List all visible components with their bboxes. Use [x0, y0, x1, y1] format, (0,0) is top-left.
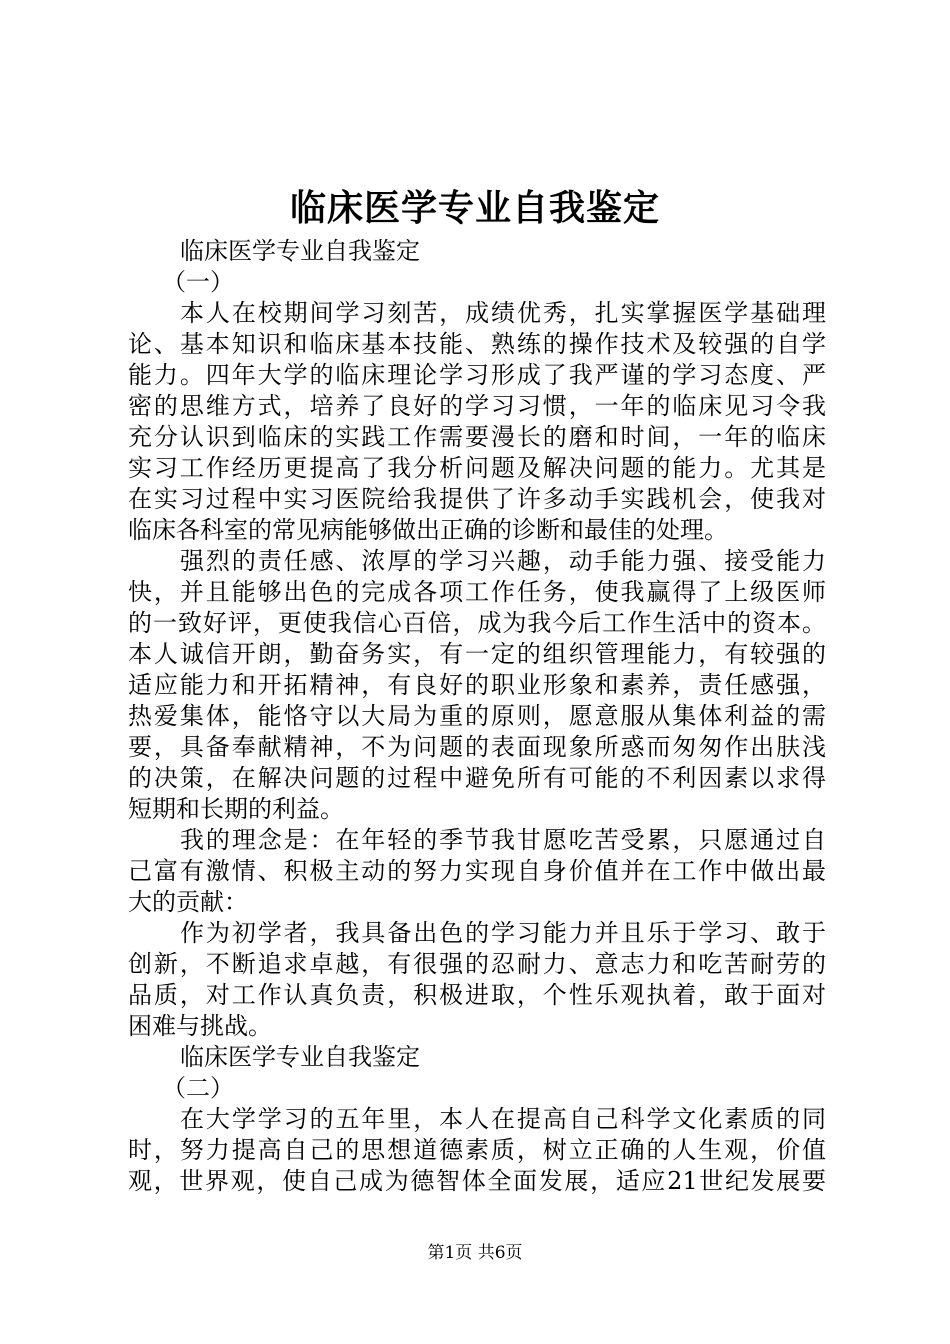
paragraph-line: 能力。四年大学的临床理论学习形成了我严谨的学习态度、严	[128, 361, 826, 389]
paragraph-line: 实习工作经历更提高了我分析问题及解决问题的能力。尤其是	[128, 454, 826, 482]
document-title: 临床医学专业自我鉴定	[289, 187, 660, 229]
paragraph-line: 热爱集体，能恪守以大局为重的原则，愿意服从集体利益的需	[128, 702, 826, 730]
section-number: （二）	[162, 1074, 234, 1102]
paragraph-line: 本人在校期间学习刻苦，成绩优秀，扎实掌握医学基础理	[180, 299, 826, 327]
paragraph-line: 快，并且能够出色的完成各项工作任务，使我赢得了上级医师	[128, 578, 826, 606]
paragraph-line: 本人诚信开朗，勤奋务实，有一定的组织管理能力，有较强的	[128, 640, 826, 668]
paragraph-line: 品质，对工作认真负责，积极进取，个性乐观执着，敢于面对	[128, 981, 826, 1009]
section-heading: 临床医学专业自我鉴定	[180, 1043, 420, 1071]
page-footer: 第1页 共6页	[427, 1243, 523, 1263]
paragraph-line: 充分认识到临床的实践工作需要漫长的磨和时间，一年的临床	[128, 423, 826, 451]
paragraph-line: 密的思维方式，培养了良好的学习习惯，一年的临床见习令我	[128, 392, 826, 420]
document-body	[128, 236, 826, 1197]
section-heading: 临床医学专业自我鉴定	[180, 237, 420, 265]
paragraph-line: 困难与挑战。	[128, 1012, 272, 1040]
paragraph-line: 论、基本知识和临床基本技能、熟练的操作技术及较强的自学	[128, 330, 826, 358]
paragraph-line: 大的贡献：	[128, 888, 248, 916]
paragraph-line: 创新，不断追求卓越，有很强的忍耐力、意志力和吃苦耐劳的	[128, 950, 826, 978]
paragraph-line: 作为初学者，我具备出色的学习能力并且乐于学习、敢于	[180, 919, 826, 947]
paragraph-line: 在实习过程中实习医院给我提供了许多动手实践机会，使我对	[128, 485, 826, 513]
paragraph-line: 时，努力提高自己的思想道德素质，树立正确的人生观，价值	[128, 1136, 826, 1164]
paragraph-line: 临床各科室的常见病能够做出正确的诊断和最佳的处理。	[128, 516, 728, 544]
paragraph-line: 要，具备奉献精神，不为问题的表面现象所惑而匆匆作出肤浅	[128, 733, 826, 761]
paragraph-line: 的一致好评，更使我信心百倍，成为我今后工作生活中的资本。	[128, 609, 826, 637]
paragraph-line: 短期和长期的利益。	[128, 795, 344, 823]
paragraph-line: 我的理念是：在年轻的季节我甘愿吃苦受累，只愿通过自	[180, 826, 826, 854]
paragraph-line: 己富有激情、积极主动的努力实现自身价值并在工作中做出最	[128, 857, 826, 885]
paragraph-line: 的决策，在解决问题的过程中避免所有可能的不利因素以求得	[128, 764, 826, 792]
paragraph-line: 观，世界观，使自己成为德智体全面发展，适应21世纪发展要	[128, 1167, 826, 1195]
paragraph-line: 强烈的责任感、浓厚的学习兴趣，动手能力强、接受能力	[180, 547, 826, 575]
section-number: （一）	[162, 268, 234, 296]
paragraph-line: 适应能力和开拓精神，有良好的职业形象和素养，责任感强，	[128, 671, 826, 699]
paragraph-line: 在大学学习的五年里，本人在提高自己科学文化素质的同	[180, 1105, 826, 1133]
